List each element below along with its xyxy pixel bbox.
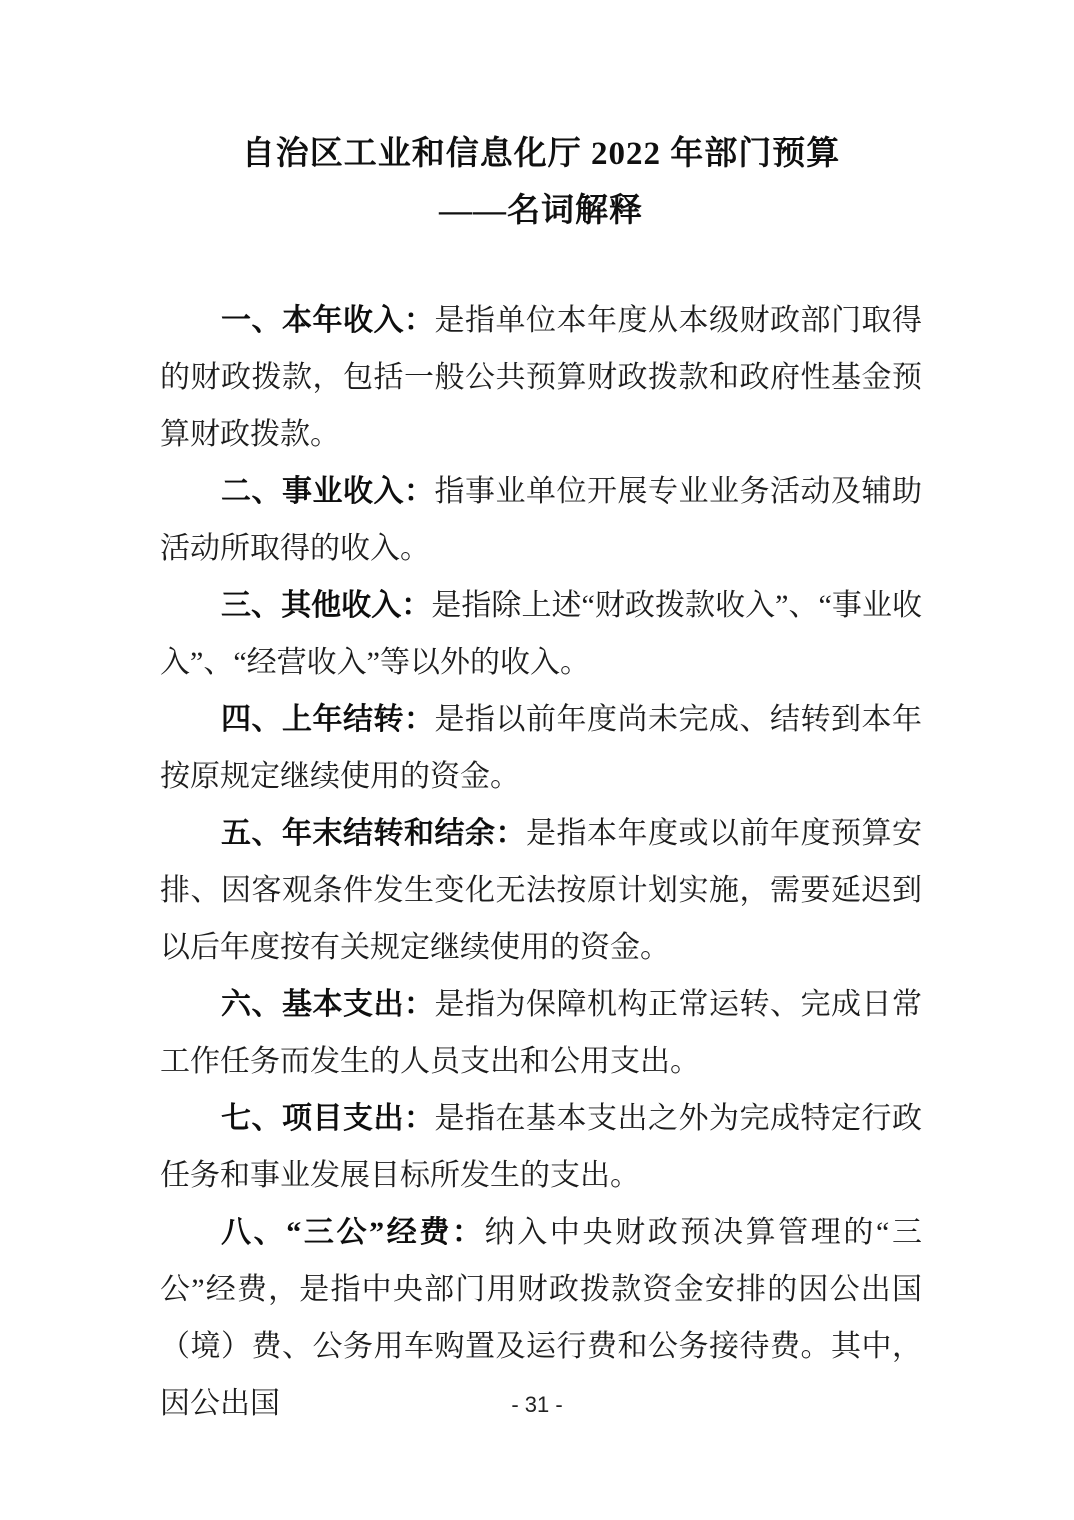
document-body	[160, 292, 922, 1432]
term-label: 五、年末结转和结余：	[221, 817, 526, 850]
definition-paragraph-1	[160, 292, 922, 463]
definition-paragraph-6	[160, 976, 922, 1090]
term-label: 一、本年收入：	[221, 304, 435, 337]
term-definition: 是指除上述“财政拨款收入”、“事业收入”、“经营收入”等以外的收入。	[160, 589, 922, 679]
page-number: - 31 -	[511, 1392, 563, 1417]
document-title-line1: 自治区工业和信息化厅 2022 年部门预算	[241, 136, 841, 172]
term-label: 八、“三公”经费：	[221, 1216, 485, 1249]
document-title-line2: ——名词解释	[439, 193, 643, 229]
term-definition: 是指单位本年度从本级财政部门取得的财政拨款，包括一般公共预算财政拨款和政府性基金预算财政拨款。	[160, 304, 922, 451]
term-label: 二、事业收入：	[221, 475, 435, 508]
term-label: 四、上年结转：	[221, 703, 435, 736]
definition-paragraph-4	[160, 691, 922, 805]
term-definition: 指事业单位开展专业业务活动及辅助活动所取得的收入。	[160, 475, 922, 565]
definition-paragraph-2	[160, 463, 922, 577]
definition-paragraph-7	[160, 1090, 922, 1204]
definition-paragraph-3	[160, 577, 922, 691]
term-definition: 纳入中央财政预决算管理的“三公”经费，是指中央部门用财政拨款资金安排的因公出国（境）费、公务用车购置及运行费和公务接待费。其中，因公出国	[160, 1216, 922, 1420]
term-definition: 是指为保障机构正常运转、完成日常工作任务而发生的人员支出和公用支出。	[160, 988, 922, 1078]
definition-paragraph-5	[160, 805, 922, 976]
term-definition: 是指以前年度尚未完成、结转到本年按原规定继续使用的资金。	[160, 703, 922, 793]
term-label: 七、项目支出：	[221, 1102, 435, 1135]
term-label: 三、其他收入：	[221, 589, 432, 622]
term-definition: 是指本年度或以前年度预算安排、因客观条件发生变化无法按原计划实施，需要延迟到以后年度按有关规定继续使用的资金。	[160, 817, 922, 964]
term-definition: 是指在基本支出之外为完成特定行政任务和事业发展目标所发生的支出。	[160, 1102, 922, 1192]
document-content	[160, 126, 922, 1432]
term-label: 六、基本支出：	[221, 988, 435, 1021]
document-title	[160, 126, 922, 240]
